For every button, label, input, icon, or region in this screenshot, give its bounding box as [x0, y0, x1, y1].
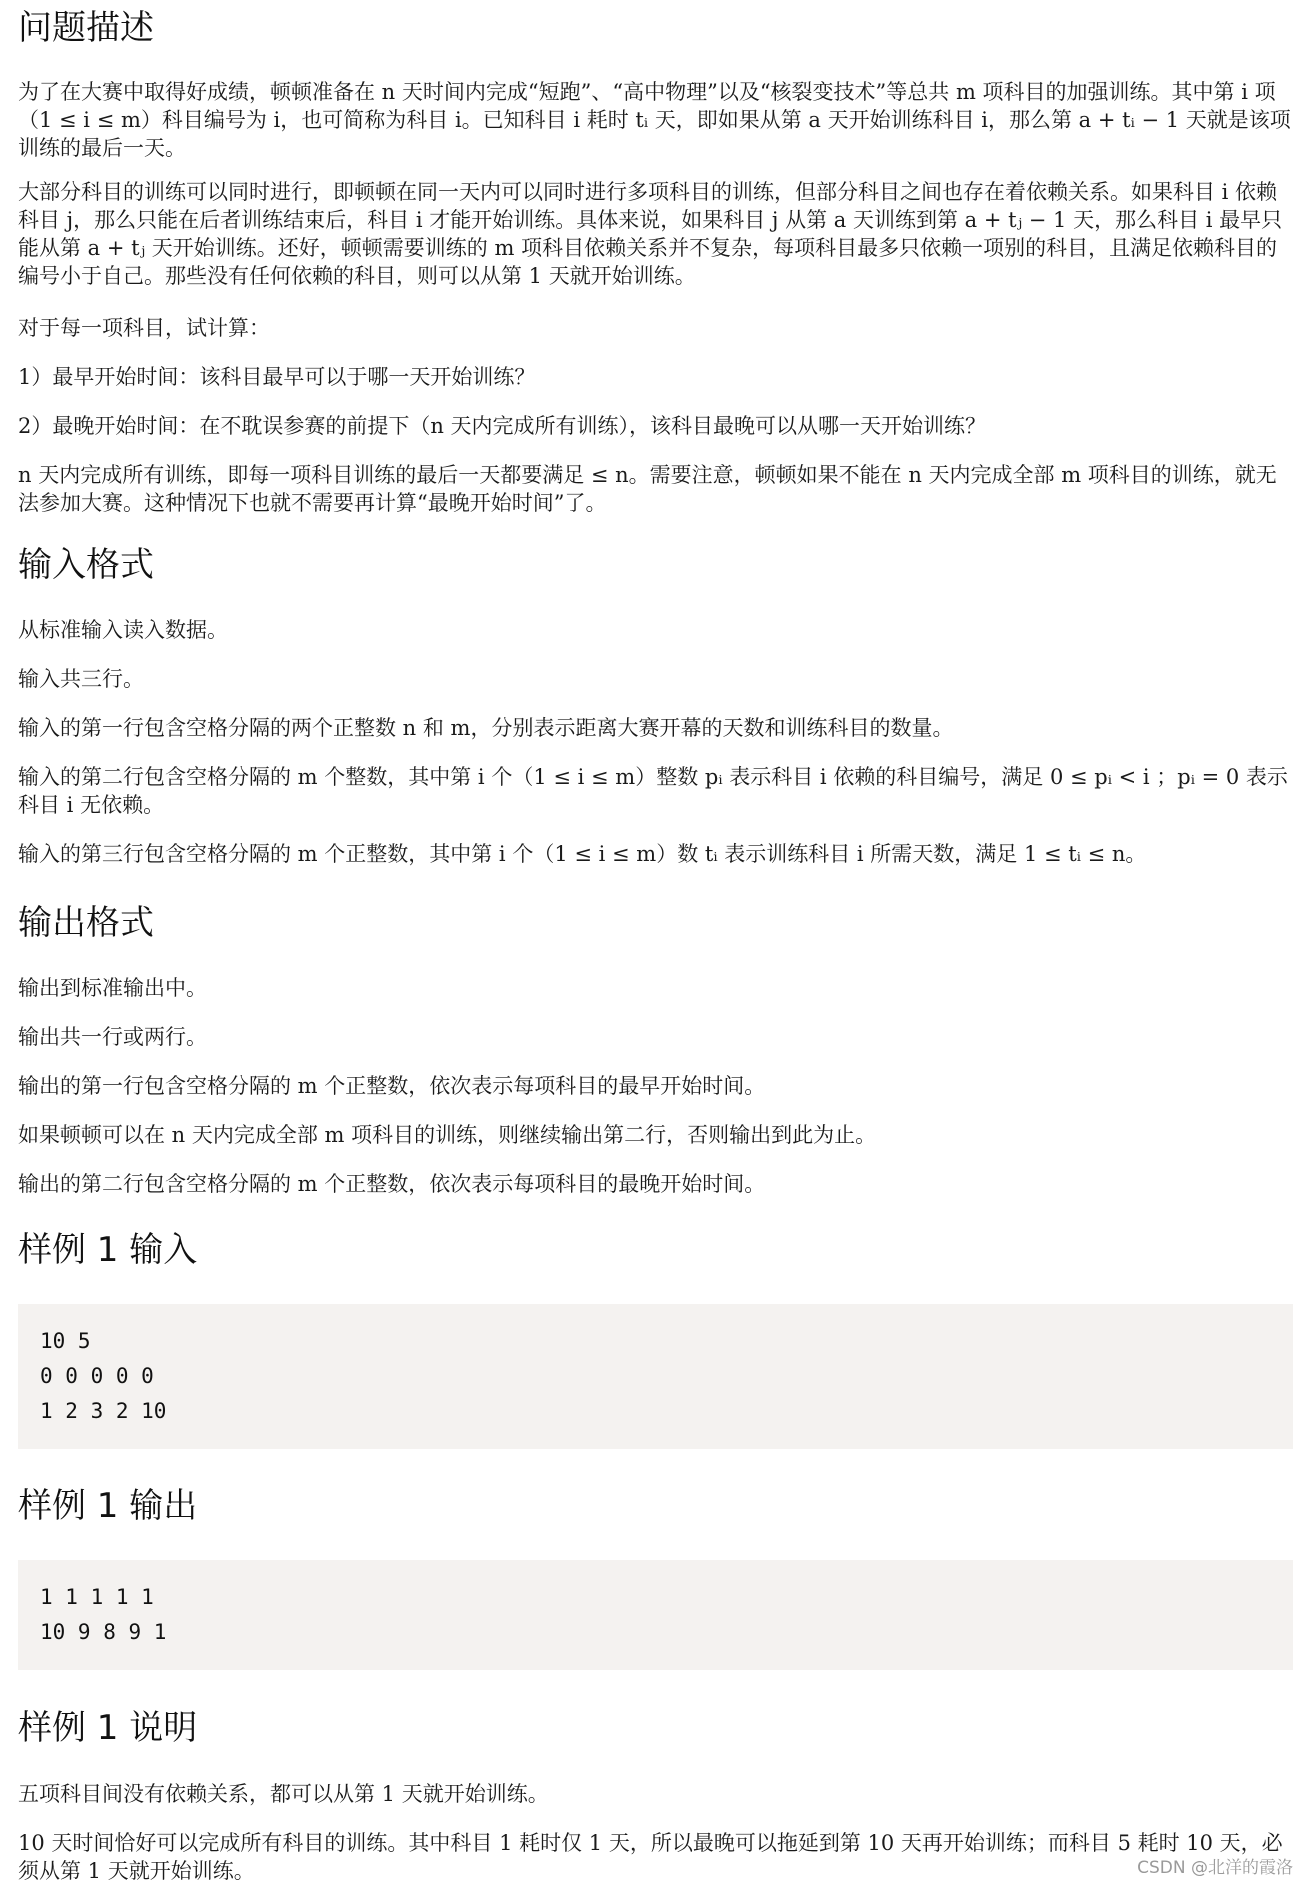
sample-input-heading: 样例 1 输入 — [18, 1230, 198, 1270]
output-format-paragraph-2: 输出共一行或两行。 — [18, 1025, 207, 1049]
sample-explanation-paragraph-1: 五项科目间没有依赖关系，都可以从第 1 天就开始训练。 — [18, 1782, 549, 1806]
sample-input-code: 10 5 0 0 0 0 0 1 2 3 2 10 — [18, 1304, 1293, 1449]
problem-paragraph-3: 对于每一项科目，试计算： — [18, 316, 270, 340]
input-format-paragraph-3: 输入的第一行包含空格分隔的两个正整数 n 和 m，分别表示距离大赛开幕的天数和训练科目的数量。 — [18, 716, 954, 740]
problem-paragraph-2: 大部分科目的训练可以同时进行，即顿顿在同一天内可以同时进行多项科目的训练，但部分科目之间也存在着依赖关系。如果科目 i 依赖科目 j，那么只能在后者训练结束后，科目 i 才能开始训练。具体来说，如果科目 j 从第 a 天训练到第 a + tⱼ − 1 天，那么科目 i 最早只能从第 a + tⱼ 天开始训练。还好，顿顿需要训练的 m 项科目依赖关系并不复杂，每项科目最多只依赖一项别的科目，且满足依赖科目的编号小于自己。那些没有任何依赖的科目，则可以从第 1 天就开始训练。 — [18, 180, 1283, 288]
output-format-paragraph-5: 输出的第二行包含空格分隔的 m 个正整数，依次表示每项科目的最晚开始时间。 — [18, 1172, 766, 1196]
problem-heading: 问题描述 — [18, 8, 154, 48]
sample-explanation-heading: 样例 1 说明 — [18, 1708, 198, 1748]
output-format-paragraph-1: 输出到标准输出中。 — [18, 976, 207, 1000]
input-format-heading: 输入格式 — [18, 545, 154, 585]
input-format-paragraph-1: 从标准输入读入数据。 — [18, 618, 228, 642]
problem-paragraph-6: n 天内完成所有训练，即每一项科目训练的最后一天都要满足 ≤ n。需要注意，顿顿如果不能在 n 天内完成全部 m 项科目的训练，就无法参加大赛。这种情况下也就不需要再计算“最晚开始时间”了。 — [18, 463, 1277, 515]
output-format-paragraph-4: 如果顿顿可以在 n 天内完成全部 m 项科目的训练，则继续输出第二行，否则输出到此为止。 — [18, 1123, 877, 1147]
sample-explanation-paragraph-2: 10 天时间恰好可以完成所有科目的训练。其中科目 1 耗时仅 1 天，所以最晚可以拖延到第 10 天再开始训练；而科目 5 耗时 10 天，必须从第 1 天就开始训练。 — [18, 1831, 1283, 1883]
input-format-paragraph-2: 输入共三行。 — [18, 667, 144, 691]
watermark: CSDN @北洋的霞洛 — [1137, 1858, 1293, 1878]
problem-paragraph-1: 为了在大赛中取得好成绩，顿顿准备在 n 天时间内完成“短跑”、“高中物理”以及“核裂变技术”等总共 m 项科目的加强训练。其中第 i 项（1 ≤ i ≤ m）科目编号为 i，也可简称为科目 i。已知科目 i 耗时 tᵢ 天，即如果从第 a 天开始训练科目 i，那么第 a + tᵢ − 1 天就是该项训练的最后一天。 — [18, 80, 1291, 160]
input-format-paragraph-4: 输入的第二行包含空格分隔的 m 个整数，其中第 i 个（1 ≤ i ≤ m）整数 pᵢ 表示科目 i 依赖的科目编号，满足 0 ≤ pᵢ < i ；pᵢ = 0 表示科目 i 无依赖。 — [18, 765, 1288, 817]
problem-paragraph-5: 2）最晚开始时间：在不耽误参赛的前提下（n 天内完成所有训练），该科目最晚可以从哪一天开始训练？ — [18, 414, 987, 438]
output-format-heading: 输出格式 — [18, 903, 154, 943]
input-format-paragraph-5: 输入的第三行包含空格分隔的 m 个正整数，其中第 i 个（1 ≤ i ≤ m）数 tᵢ 表示训练科目 i 所需天数，满足 1 ≤ tᵢ ≤ n。 — [18, 842, 1147, 866]
sample-output-heading: 样例 1 输出 — [18, 1486, 198, 1526]
sample-output-code: 1 1 1 1 1 10 9 8 9 1 — [18, 1560, 1293, 1670]
problem-paragraph-4: 1）最早开始时间：该科目最早可以于哪一天开始训练？ — [18, 365, 536, 389]
output-format-paragraph-3: 输出的第一行包含空格分隔的 m 个正整数，依次表示每项科目的最早开始时间。 — [18, 1074, 766, 1098]
